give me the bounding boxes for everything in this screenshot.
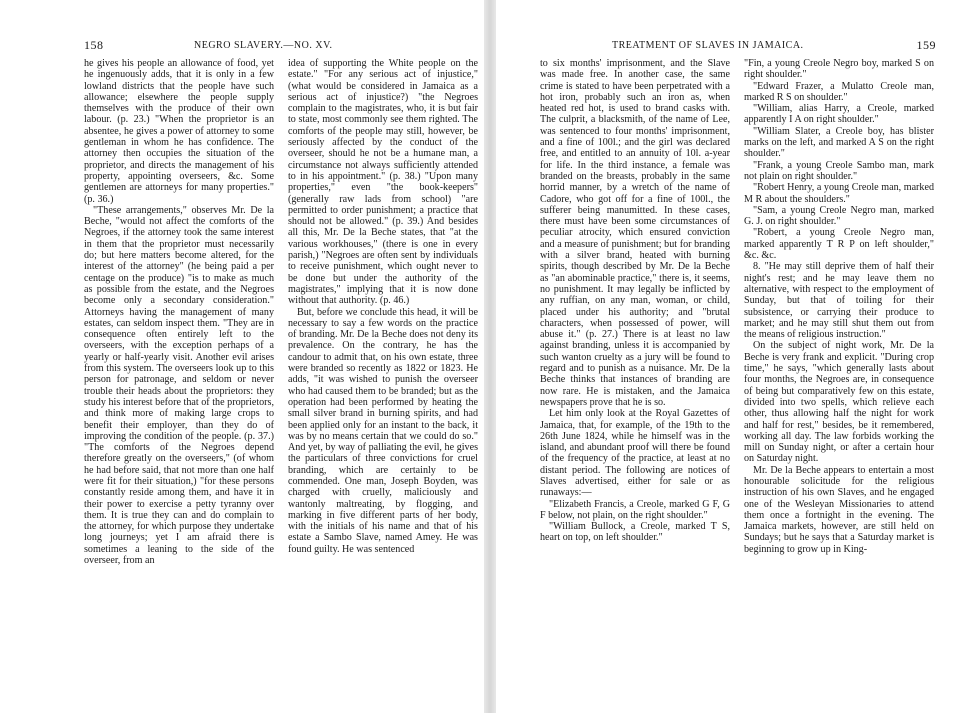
text-column-3	[540, 58, 730, 698]
paragraph: he gives his people an allowance of food, yet he ingenuously adds, that it is only in a few lowland districts that the people have such allowance; elsewhere the people supply themselves with the produce of their own labour. (p. 23.) "When the proprietor is an absentee, he gives a power of attorney to some gentleman in whom he has confidence. The attorney then occupies the situation of the proprietor, and directs the management of his property, appointing overseers, &c. Some gentlemen are attorneys for many properties." (p. 36.)	[84, 58, 274, 205]
paragraph: 8. "He may still deprive them of half their night's rest; and he may leave them no alternative, with respect to the employment of Sunday, but that of toiling for their subsistence, or carrying their produce to market; and he may still shut them out from the means of religious instruction."	[744, 261, 934, 341]
paragraph: idea of supporting the White people on the estate." "For any serious act of injustice," (what would be considered in Jamaica as a serious act of injustice?) "the Negroes complain to the magistrates, who, it is but fair to state, most commonly see them righted. The comforts of the people may still, however, be seriously affected by the conduct of the overseer, should he not be a humane man, a circumstance not always sufficiently attended to in his appointment." (p. 38.) "Upon many properties," even "the book-keepers" (generally raw lads from school) "are permitted to order punishment; a practice that should not be allowed." (p. 39.) And besides all this, Mr. De la Beche states, that "at the various workhouses," (there is one in every parish,) "Negroes are often sent by individuals to receive punishment, which ought never to be done but under the authority of the magistrates," implying that it is now done without that authority. (p. 46.)	[288, 58, 478, 307]
slave-notice: "William Slater, a Creole boy, has blister marks on the left, and marked A S on the right shoulder."	[744, 125, 934, 160]
page-number-left: 158	[84, 38, 104, 52]
slave-notice: "Robert, a young Creole Negro man, marked apparently T R P on left shoulder," &c. &c.	[744, 227, 934, 262]
slave-notice: "Edward Frazer, a Mulatto Creole man, marked R S on shoulder."	[744, 80, 934, 103]
paragraph: to six months' imprisonment, and the Slave was made free. In another case, the same crime is stated to have been perpetrated with a hot iron, probably such an iron as, when heated red hot, is used to brand casks with. The culprit, a blacksmith, of the name of Lee, was sentenced to four months' imprisonment, and a fine of 100l.; and the girl was declared free, and entitled to an annuity of 10l. a-year for life. In the third instance, a female was branded on the breasts, probably in the same horrid manner, by a wretch of the name of Cadore, who got off for a fine of 100l., the sufferer being manumitted. In these cases, there must have been some circumstances of peculiar atrocity, which ensured conviction and a measure of punishment; but for branding with a silver brand, heated with burning spirits, though described by Mr. De la Beche as "an abominable practice," there is, it seems, no punishment. It may legally be inflicted by any ruffian, on any man, woman, or child, placed under his authority; and "brutal characters, when possessed of power, will abuse it." (p. 27.) There is at least no law against branding, unless it is accompanied by such wanton cruelty as a jury will be found to regard and to punish as a nuisance. Mr. De la Beche thinks that instances of branding are now rare. He is mistaken, and the Jamaica newspapers prove that he is so.	[540, 58, 730, 408]
paragraph: Let him only look at the Royal Gazettes of Jamaica, that, for example, of the 19th to the 26th June 1824, while he himself was in the island, and abundant proof will there be found of the frequency of the practice, at least at no distant period. The following are notices of Slaves advertised, either for sale or as runaways:—	[540, 408, 730, 499]
right-page-header	[528, 40, 936, 54]
text-column-4	[744, 58, 934, 698]
text-column-2	[288, 58, 478, 698]
slave-notice: "Frank, a young Creole Sambo man, mark not plain on right shoulder."	[744, 159, 934, 182]
book-gutter	[484, 0, 496, 713]
slave-notice: "Robert Henry, a young Creole man, marked M R about the shoulders."	[744, 182, 934, 205]
paragraph: "These arrangements," observes Mr. De la Beche, "would not affect the comforts of the Negroes, if the attorney took the same interest in them that the proprietor must necessarily do; but here matters become altered, for the interest of the attorney" (he being paid a per centage on the produce) "is to make as much as possible from the estate, and the Negroes become only a secondary consideration." Attorneys having the management of many estates, can seldom inspect them. "They are in consequence often entirely left to the overseers, with the exception perhaps of a yearly or half-yearly visit. Another evil arises from this system. The overseers look up to this person for patronage, and seldom or never trouble their heads about the proprietors: they study his interest before that of the proprietors, and think more of making large crops to benefit their employer, than they do of improving the condition of the people. (p. 37.) "The comforts of the Negroes depend therefore greatly on the overseers," (of whom he had before said, that not more than one half were fit for their situation,) "for these persons constantly reside among them, and have it in their power to exercise a petty tyranny over them. It is true they can and do complain to the attorney, for which purpose they undertake long journeys; yet I am afraid there is sometimes a leaning to the side of the overseer, from an	[84, 204, 274, 567]
paragraph: But, before we conclude this head, it will be necessary to say a few words on the practice of branding. Mr. De la Beche does not deny its prevalence. On the contrary, he has the candour to admit that, on his own estate, three were branded so recently as 1822 or 1823. He adds, "it was wished to punish the overseer who had caused them to be branded; but as the operation had been performed by heating the small silver brand in burning spirits, and had been applied only for an instant to the back, it was by no means certain that we could do so." And yet, by way of palliating the evil, he gives the particulars of three convictions for cruel branding, which are certainly to be commended. One man, Joseph Boyden, was charged with cruelly, maliciously and wantonly maltreating, by flogging, and marking in five different parts of her body, with the initials of his name and that of his estate a Sambo Slave, named Amey. He was found guilty. He was sentenced	[288, 306, 478, 555]
slave-notice: "William, alias Harry, a Creole, marked apparently I A on right shoulder."	[744, 103, 934, 126]
paragraph: On the subject of night work, Mr. De la Beche is very frank and explicit. "During crop time," he says, "which generally lasts about four months, the Negroes are, in consequence of being but comparatively few on this estate, divided into two spells, which relieve each other, thus allowing half the night for work and half for rest," besides, be it remembered, working all day. The law forbids working the mill on Sunday night, or after a certain hour on Saturday night.	[744, 340, 934, 465]
running-head-right: TREATMENT OF SLAVES IN JAMAICA.	[612, 40, 804, 51]
slave-notice: "Sam, a young Creole Negro man, marked G. J. on right shoulder."	[744, 204, 934, 228]
text-column-1	[84, 58, 274, 698]
left-page-header	[84, 40, 476, 54]
paragraph: Mr. De la Beche appears to entertain a most honourable solicitude for the religious instruction of his own Slaves, and he engaged one of the Wesleyan Missionaries to attend them once a fortnight in the evening. The Jamaica markets, however, are still held on Sundays; but he says that a Saturday market is beginning to grow up in King-	[744, 464, 934, 555]
slave-notice: "Elizabeth Francis, a Creole, marked G F, G F below, not plain, on the right shoulder."	[540, 498, 730, 521]
slave-notice: "Fin, a young Creole Negro boy, marked S on right shoulder."	[744, 58, 934, 81]
slave-notice: "William Bullock, a Creole, marked T S, heart on top, on left shoulder."	[540, 521, 730, 544]
page-number-right: 159	[916, 38, 936, 52]
running-head-left: NEGRO SLAVERY.—NO. XV.	[194, 40, 333, 51]
